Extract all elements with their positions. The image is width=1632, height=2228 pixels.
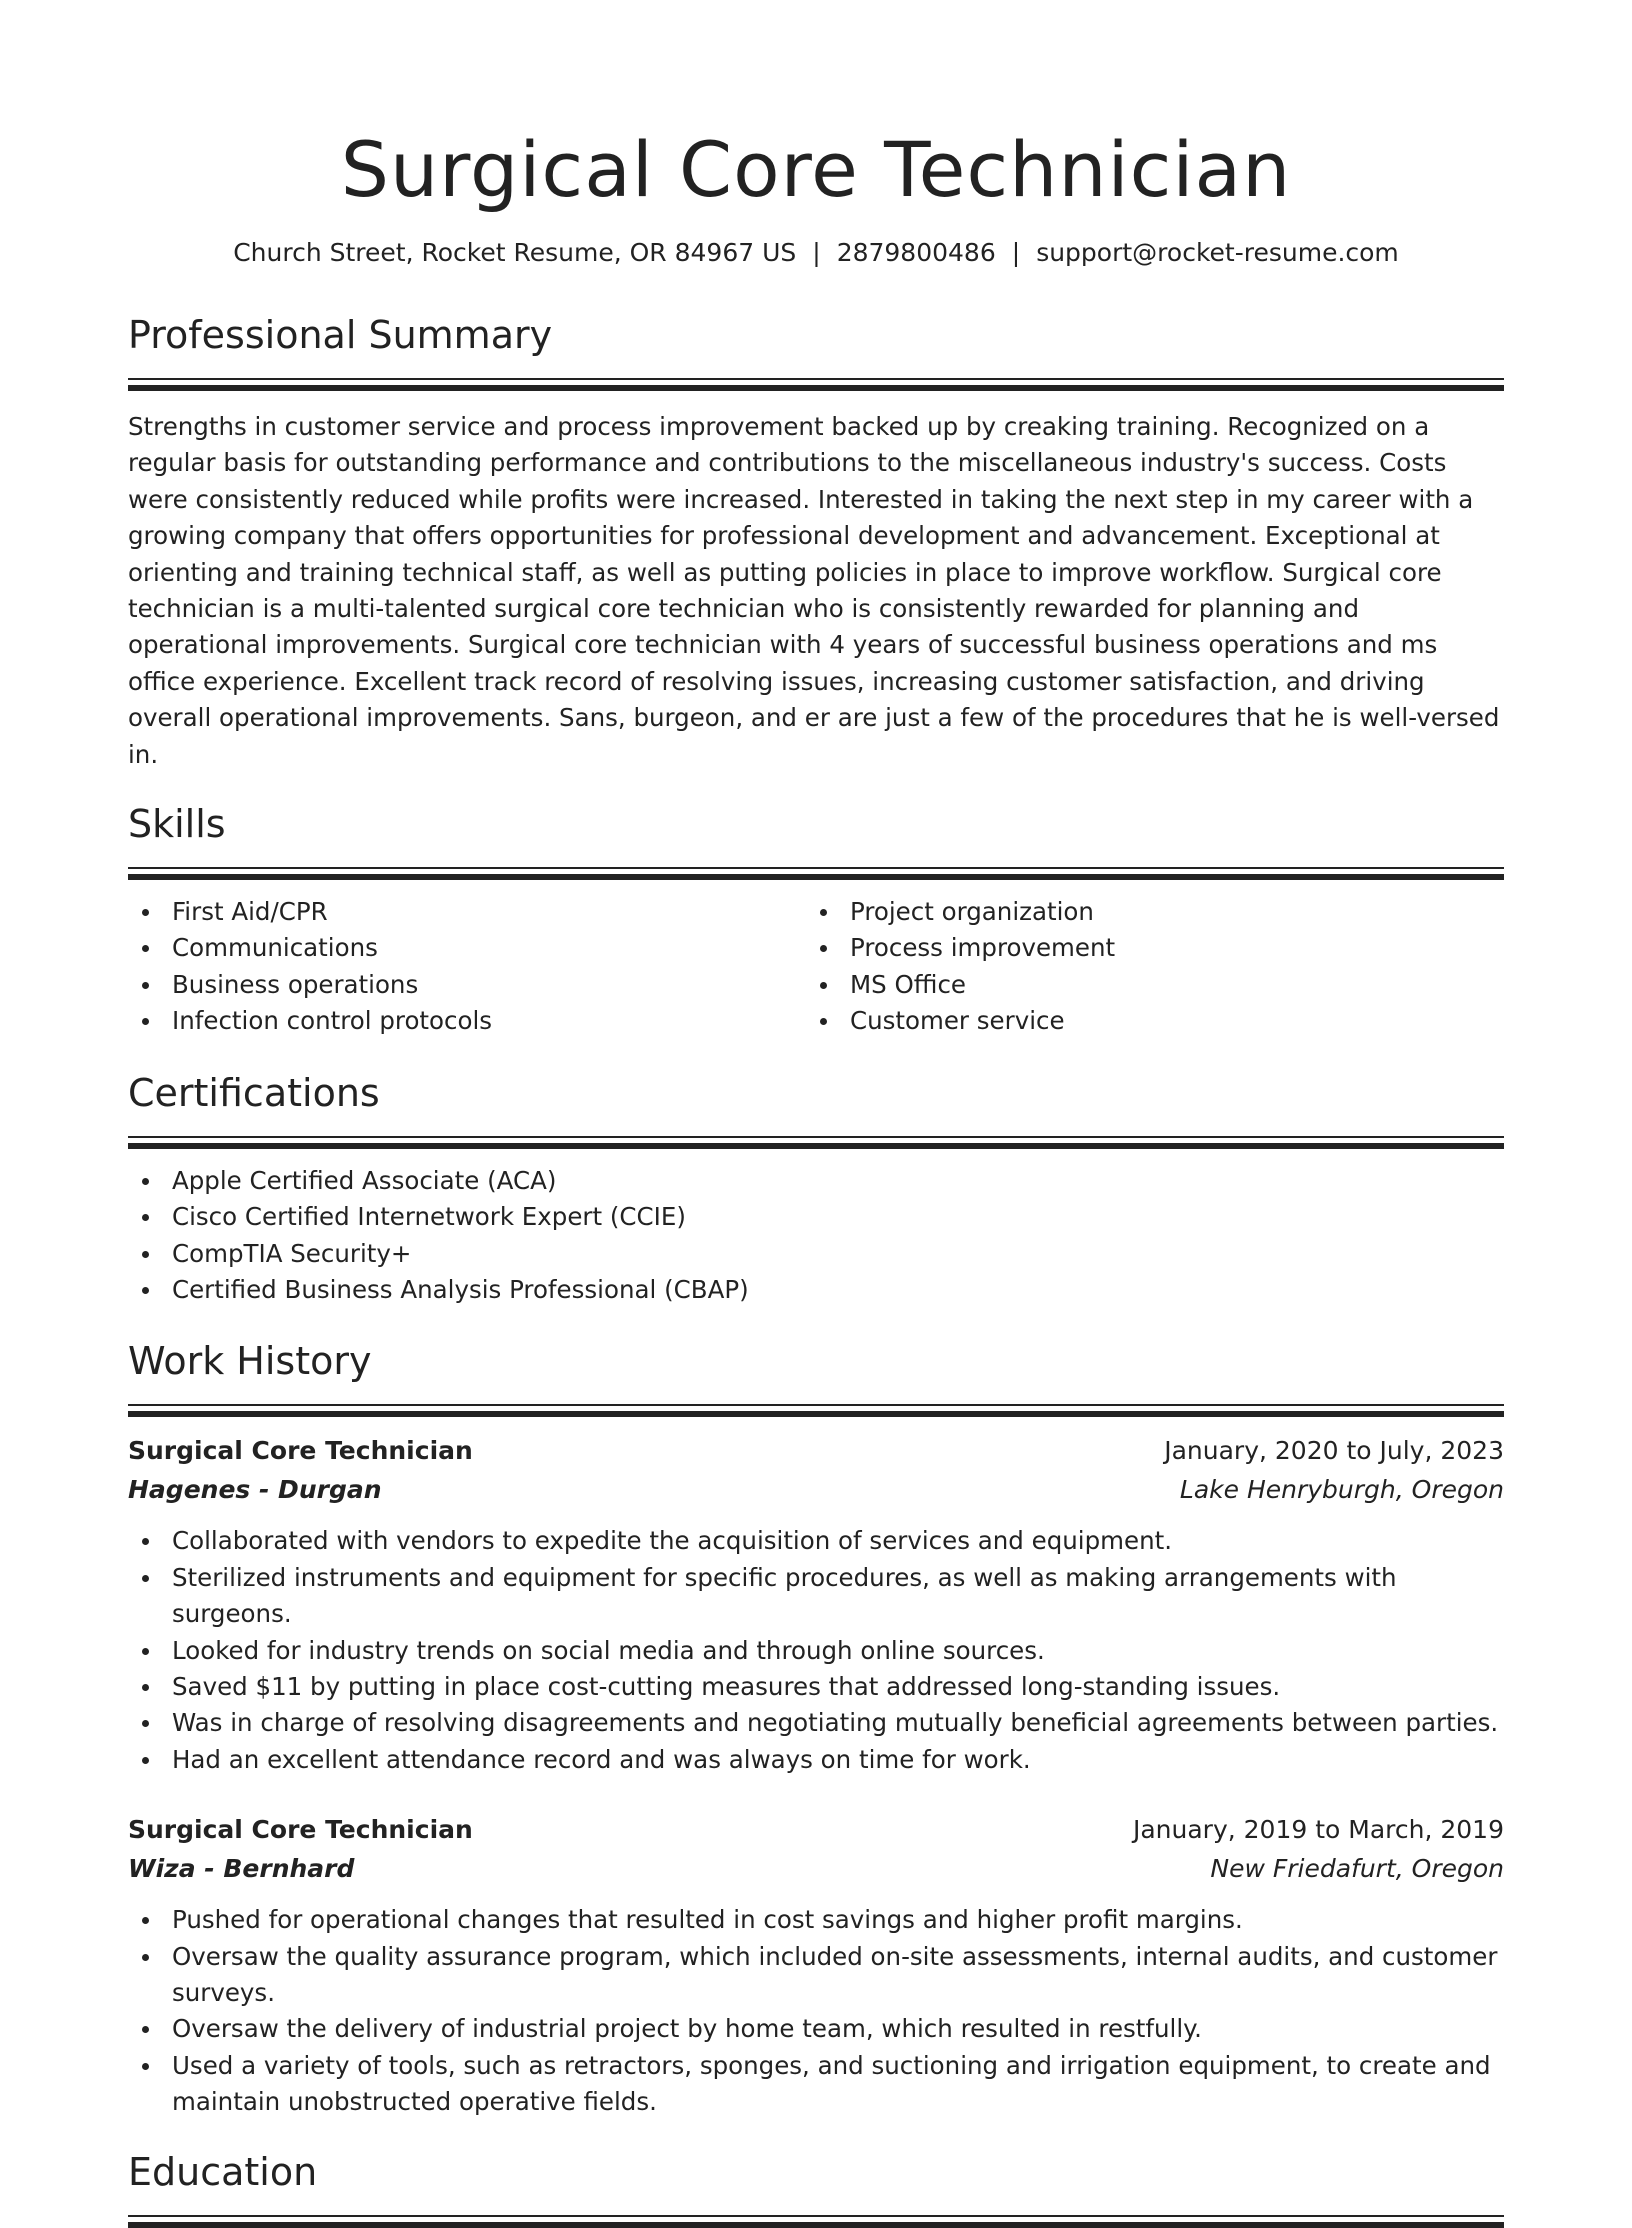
skills-grid — [128, 894, 1504, 1040]
job-location: New Friedafurt, Oregon — [1210, 1854, 1504, 1884]
skill-item: Communications — [128, 930, 806, 966]
job-title: Surgical Core Technician — [128, 1815, 473, 1845]
skill-item: Customer service — [806, 1003, 1484, 1039]
job-bullets — [128, 1523, 1504, 1778]
job-bullet: Oversaw the quality assurance program, which included on-site assessments, internal audits, and customer surveys. — [128, 1939, 1504, 2012]
skill-item: Project organization — [806, 894, 1484, 930]
section-divider — [128, 1404, 1504, 1417]
section-title-skills: Skills — [128, 802, 226, 847]
job-title: Surgical Core Technician — [128, 1436, 473, 1466]
skills-right-list — [806, 894, 1484, 1040]
job-entry — [128, 1431, 1504, 1778]
skill-item: First Aid/CPR — [128, 894, 806, 930]
section-divider — [128, 867, 1504, 880]
job-bullet: Was in charge of resolving disagreements and negotiating mutually beneficial agreements between parties. — [128, 1705, 1504, 1741]
section-summary — [128, 310, 1504, 773]
job-company: Hagenes - Durgan — [128, 1475, 382, 1505]
contact-email: support@rocket-resume.com — [1036, 238, 1399, 267]
certification-item: CompTIA Security+ — [128, 1236, 1504, 1272]
job-bullet: Saved $11 by putting in place cost-cutting measures that addressed long-standing issues. — [128, 1669, 1504, 1705]
job-header — [128, 1431, 1504, 1470]
contact-address: Church Street, Rocket Resume, OR 84967 US — [233, 238, 797, 267]
section-title-summary: Professional Summary — [128, 313, 553, 357]
section-title-work: Work History — [128, 1339, 372, 1384]
certification-item: Certified Business Analysis Professional (CBAP) — [128, 1272, 1504, 1308]
job-bullets — [128, 1902, 1504, 2120]
job-bullet: Had an excellent attendance record and was always on time for work. — [128, 1742, 1504, 1778]
certifications-list — [128, 1163, 1504, 1309]
skill-item: Infection control protocols — [128, 1003, 806, 1039]
job-bullet: Pushed for operational changes that resulted in cost savings and higher profit margins. — [128, 1902, 1504, 1938]
contact-line — [128, 236, 1504, 270]
section-title-certifications: Certifications — [128, 1070, 380, 1115]
job-bullet: Sterilized instruments and equipment for specific procedures, as well as making arrangements with surgeons. — [128, 1560, 1504, 1633]
skill-item: Process improvement — [806, 930, 1484, 966]
section-title-education: Education — [128, 2149, 318, 2194]
section-work-history — [128, 1336, 1504, 2120]
job-subheader — [128, 1470, 1504, 1509]
job-entry — [128, 1810, 1504, 2120]
skill-item: MS Office — [806, 967, 1484, 1003]
resume-page — [128, 0, 1504, 2228]
section-divider — [128, 378, 1504, 391]
contact-phone: 2879800486 — [836, 238, 996, 267]
section-education — [128, 2147, 1504, 2228]
section-skills — [128, 799, 1504, 1040]
skill-item: Business operations — [128, 967, 806, 1003]
certification-item: Apple Certified Associate (ACA) — [128, 1163, 1504, 1199]
contact-separator: | — [1011, 238, 1021, 267]
job-company: Wiza - Bernhard — [128, 1854, 355, 1884]
job-header — [128, 1810, 1504, 1849]
job-bullet: Used a variety of tools, such as retractors, sponges, and suctioning and irrigation equipment, to create and maintain unobstructed operative fields. — [128, 2048, 1504, 2121]
job-bullet: Looked for industry trends on social media and through online sources. — [128, 1633, 1504, 1669]
section-divider — [128, 1136, 1504, 1149]
job-bullet: Oversaw the delivery of industrial project by home team, which resulted in restfully. — [128, 2011, 1504, 2047]
job-dates: January, 2019 to March, 2019 — [1132, 1815, 1504, 1845]
section-certifications — [128, 1068, 1504, 1309]
summary-text: Strengths in customer service and process improvement backed up by creaking training. Recognized on a regular basis for outstanding performance and contributions to the miscellaneous industry's success. Costs were consistently reduced while profits were increased. Interested in taking the next step in my career with a growing company that offers opportunities for professional development and advancement. Exceptional at orienting and training technical staff, as well as putting policies in place to improve workflow. Surgical core technician is a multi-talented surgical core technician who is consistently rewarded for planning and operational improvements. Surgical core technician with 4 years of successful business operations and ms office experience. Excellent track record of resolving issues, increasing customer satisfaction, and driving overall operational improvements. Sans, burgeon, and er are just a few of the procedures that he is well-versed in. — [128, 412, 1500, 769]
section-divider — [128, 2215, 1504, 2228]
job-location: Lake Henryburgh, Oregon — [1179, 1475, 1504, 1505]
skills-left-list — [128, 894, 806, 1040]
contact-separator: | — [812, 238, 821, 267]
job-bullet: Collaborated with vendors to expedite the acquisition of services and equipment. — [128, 1523, 1504, 1559]
job-subheader — [128, 1849, 1504, 1888]
certification-item: Cisco Certified Internetwork Expert (CCIE) — [128, 1199, 1504, 1235]
resume-name: Surgical Core Technician — [340, 125, 1292, 214]
job-dates: January, 2020 to July, 2023 — [1164, 1436, 1504, 1466]
